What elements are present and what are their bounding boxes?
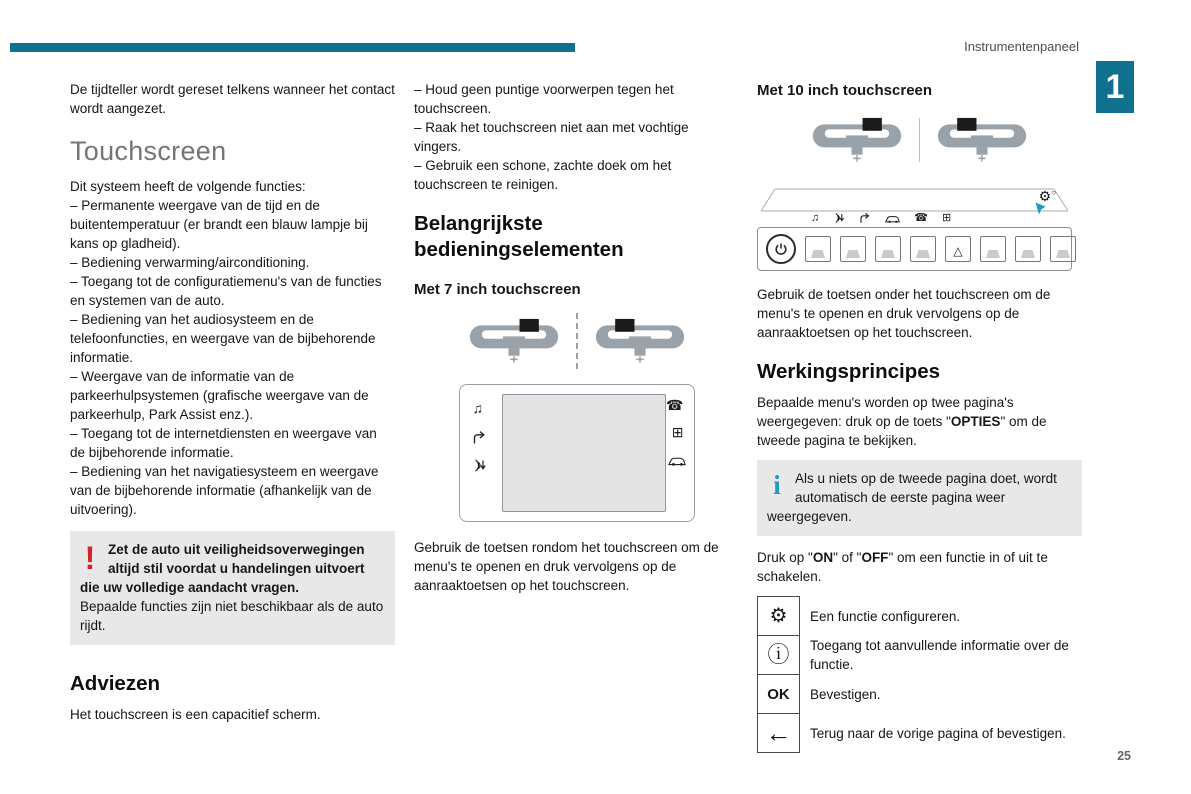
warning-box bbox=[70, 531, 395, 645]
radio-icon bbox=[833, 212, 845, 224]
info-circle-icon: ⓘ bbox=[767, 642, 790, 667]
caption-7inch: Gebruik de toetsen rondom het touchscreen om de menu's te openen en druk vervolgens op de aanraaktoetsen op het touchscreen. bbox=[414, 540, 719, 593]
principles-paragraph bbox=[757, 393, 1082, 450]
text-segment: " of " bbox=[833, 550, 862, 565]
radio-icon bbox=[472, 458, 487, 473]
warning-icon: ! bbox=[84, 540, 96, 576]
steering-wheel-controls-illustration bbox=[757, 109, 1082, 171]
function-label: Bevestigen. bbox=[810, 686, 881, 702]
media-icon: ♫ bbox=[811, 211, 820, 224]
list-item: – Bediening verwarming/airconditioning. bbox=[70, 255, 310, 270]
button-strip bbox=[757, 227, 1072, 271]
text-segment: " om een functie in of uit te schakelen. bbox=[757, 550, 1048, 584]
controls-title: Belangrijkste bedieningselementen bbox=[414, 212, 624, 261]
media-icon: ♫ bbox=[472, 400, 483, 416]
panel-key bbox=[805, 236, 831, 262]
vehicle-icon bbox=[668, 455, 686, 466]
configure-key bbox=[757, 596, 800, 636]
touchscreen-10inch-panel-diagram bbox=[757, 183, 1072, 273]
list-item: – Raak het touchscreen niet aan met vochtige vingers. bbox=[414, 120, 689, 154]
navigation-icon bbox=[472, 430, 487, 445]
advice-title: Adviezen bbox=[70, 672, 160, 695]
warning-text: Bepaalde functies zijn niet beschikbaar als de auto rijdt. bbox=[80, 599, 384, 633]
gear-icon: ⚙ bbox=[1038, 188, 1052, 204]
panel-key bbox=[1050, 236, 1076, 262]
info-text: Als u niets op de tweede pagina doet, wordt automatisch de eerste pagina weer weergegeven. bbox=[767, 471, 1057, 524]
vehicle-icon bbox=[885, 214, 900, 223]
page-number: 25 bbox=[1117, 749, 1131, 763]
table-row bbox=[757, 713, 1082, 753]
phone-icon: ☎ bbox=[666, 397, 684, 413]
caption-10inch: Gebruik de toetsen onder het touchscreen om de menu's te openen en druk vervolgens op de aanraaktoetsen op het touchscreen. bbox=[757, 287, 1051, 340]
onoff-paragraph bbox=[757, 548, 1082, 586]
steering-wheel-controls-illustration bbox=[414, 310, 739, 372]
back-key bbox=[757, 713, 800, 753]
hazard-triangle-icon: △ bbox=[953, 244, 963, 258]
function-label: Een functie configureren. bbox=[810, 608, 961, 624]
function-label: Toegang tot aanvullende informatie over de functie. bbox=[810, 638, 1069, 672]
panel-key bbox=[1015, 236, 1041, 262]
info-icon: i bbox=[773, 470, 781, 500]
hazard-key bbox=[945, 236, 971, 262]
panel-key bbox=[980, 236, 1006, 262]
steering-wheel-icon bbox=[936, 117, 1028, 163]
gear-icon: ⚙ bbox=[769, 605, 788, 627]
panel-key bbox=[910, 236, 936, 262]
touch-functions-table bbox=[757, 596, 1082, 753]
lead-paragraph: Dit systeem heeft de volgende functies: bbox=[70, 179, 306, 194]
pointer-cursor-icon bbox=[1035, 202, 1046, 215]
list-item: – Toegang tot de internetdiensten en weergave van de bijbehorende informatie. bbox=[70, 426, 377, 460]
subtitle-10inch: Met 10 inch touchscreen bbox=[757, 82, 933, 99]
chapter-tab bbox=[1096, 61, 1134, 113]
info-key bbox=[757, 635, 800, 675]
divider bbox=[919, 118, 920, 162]
principles-title: Werkingsprincipes bbox=[757, 360, 941, 383]
ok-label: OK bbox=[767, 685, 790, 703]
opties-button-label: OPTIES bbox=[950, 414, 1001, 429]
power-button-icon bbox=[766, 234, 796, 264]
text-segment: Bepaalde menu's worden op twee pagina's weergegeven: druk op de toets " bbox=[757, 395, 1014, 429]
list-item: – Gebruik een schone, zachte doek om het touchscreen te reinigen. bbox=[414, 158, 672, 192]
warning-text-bold: Zet de auto uit veiligheidsoverwegingen altijd stil voordat u handelingen uitvoert die uw volledige aandacht vragen. bbox=[80, 542, 365, 595]
list-item: – Weergave van de informatie van de parkeerhulpsystemen (grafische weergave van de parkeerhulp, Park Assist enz.). bbox=[70, 369, 369, 422]
column-middle bbox=[414, 80, 739, 595]
steering-wheel-icon bbox=[468, 318, 560, 364]
table-row bbox=[757, 635, 1082, 675]
header-section-label: Instrumentenpaneel bbox=[964, 39, 1079, 54]
table-row bbox=[757, 596, 1082, 636]
advice-paragraph: Het touchscreen is een capacitief scherm. bbox=[70, 707, 321, 722]
off-button-label: OFF bbox=[861, 550, 889, 565]
settings-callout bbox=[1039, 189, 1056, 203]
text-segment: " om de tweede pagina te bekijken. bbox=[757, 414, 1047, 448]
list-item: – Houd geen puntige voorwerpen tegen het touchscreen. bbox=[414, 82, 674, 116]
list-item: – Bediening van het audiosysteem en de telefoonfuncties, en weergave van de bijbehorende informatie. bbox=[70, 312, 376, 365]
intro-paragraph: De tijdteller wordt gereset telkens wanneer het contact wordt aangezet. bbox=[70, 82, 395, 116]
ok-key bbox=[757, 674, 800, 714]
touchscreen-title: Touchscreen bbox=[70, 136, 227, 166]
settings-dot-icon: ○ bbox=[1051, 188, 1056, 197]
table-row bbox=[757, 674, 1082, 714]
phone-icon: ☎ bbox=[914, 211, 928, 224]
panel-key bbox=[875, 236, 901, 262]
app-grid-icon: ⊞ bbox=[941, 211, 952, 224]
steering-wheel-icon bbox=[594, 318, 686, 364]
header-accent-bar bbox=[10, 43, 575, 52]
panel-key bbox=[840, 236, 866, 262]
panel-icon-row bbox=[811, 212, 951, 224]
navigation-icon bbox=[859, 212, 871, 224]
list-item: – Bediening van het navigatiesysteem en weergave van de bijbehorende informatie (afhankelijk van de uitvoering). bbox=[70, 464, 379, 517]
info-box bbox=[757, 460, 1082, 536]
function-label: Terug naar de vorige pagina of bevestigen. bbox=[810, 725, 1066, 741]
text-segment: Druk op " bbox=[757, 550, 813, 565]
chapter-number: 1 bbox=[1105, 67, 1125, 106]
subtitle-7inch: Met 7 inch touchscreen bbox=[414, 281, 581, 298]
list-item: – Toegang tot de configuratiemenu's van de functies en systemen van de auto. bbox=[70, 274, 382, 308]
list-item: – Permanente weergave van de tijd en de buitentemperatuur (er brandt een blauw lampje bij kans op gladheid). bbox=[70, 198, 368, 251]
column-left bbox=[70, 80, 395, 724]
steering-wheel-icon bbox=[811, 117, 903, 163]
column-right bbox=[757, 80, 1082, 753]
touchscreen-display bbox=[502, 394, 666, 512]
divider bbox=[576, 313, 578, 369]
back-arrow-icon: ← bbox=[765, 718, 792, 748]
on-button-label: ON bbox=[812, 550, 834, 565]
touchscreen-7inch-diagram bbox=[459, 384, 695, 522]
app-grid-icon: ⊞ bbox=[671, 424, 684, 440]
